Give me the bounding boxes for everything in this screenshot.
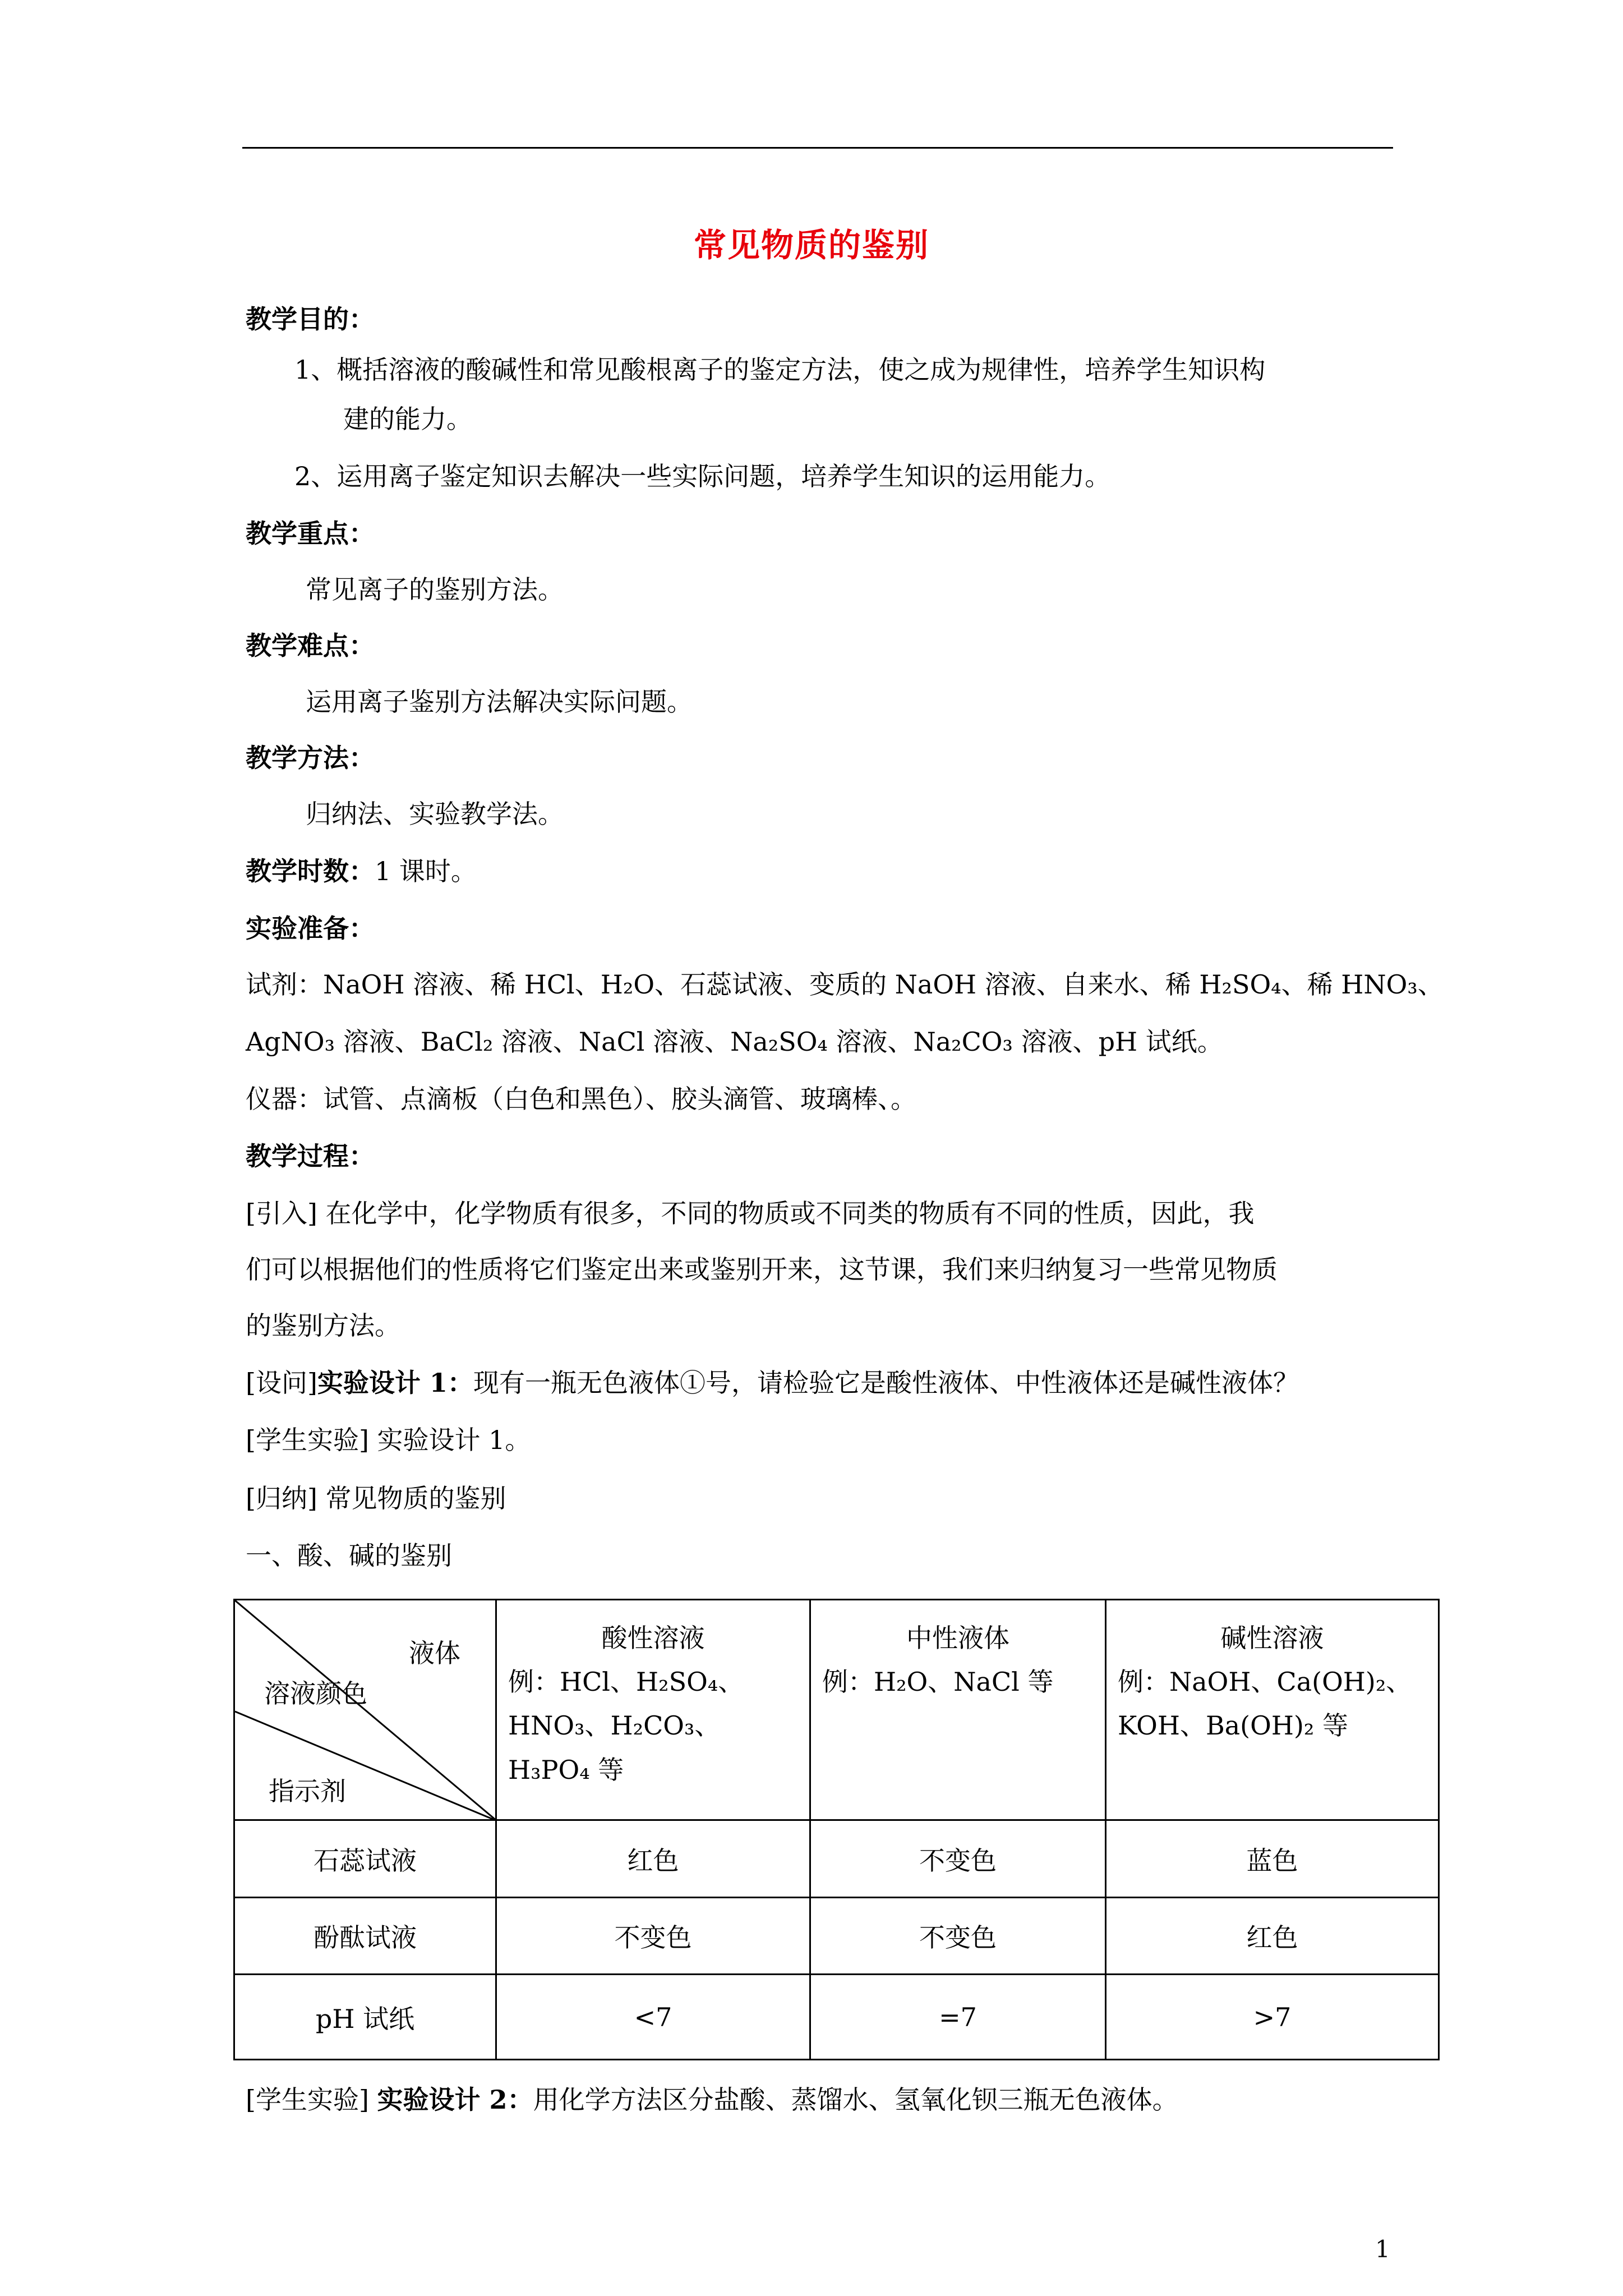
section-1-heading: 一、酸、碱的鉴别	[246, 1540, 452, 1571]
result-cell: 不变色	[810, 1898, 1106, 1975]
result-cell: >7	[1106, 1975, 1439, 2060]
document-title: 常见物质的鉴别	[693, 226, 929, 264]
result-cell: 红色	[1106, 1898, 1439, 1975]
intro-line1: [引入] 在化学中，化学物质有很多，不同的物质或不同类的物质有不同的性质，因此，我	[246, 1198, 1255, 1228]
question-1-text: 现有一瓶无色液体①号，请检验它是酸性液体、中性液体还是碱性液体？	[473, 1368, 1299, 1398]
result-cell: 蓝色	[1106, 1820, 1439, 1898]
question-1-prefix: [设问]	[246, 1368, 317, 1398]
header-basic-example: 例：NaOH、Ca(OH)₂、KOH、Ba(OH)₂ 等	[1118, 1667, 1412, 1741]
student-exp-2-line	[246, 2087, 1393, 2113]
hours-line	[246, 858, 1393, 884]
student-exp-2-label: 实验设计 2：	[377, 2085, 533, 2115]
method-heading: 教学方法：	[246, 743, 375, 773]
student-exp-2-prefix: [学生实验]	[246, 2085, 369, 2115]
corner-label-indicator: 指示剂	[269, 1776, 346, 1806]
header-acidic	[496, 1600, 810, 1820]
result-cell: 不变色	[810, 1820, 1106, 1898]
table-corner-cell	[234, 1600, 496, 1820]
result-cell: 不变色	[496, 1898, 810, 1975]
summary-line: [归纳] 常见物质的鉴别	[246, 1483, 506, 1513]
table-row	[234, 1975, 1439, 2060]
corner-label-color: 溶液颜色	[264, 1678, 367, 1709]
indicator-cell: pH 试纸	[234, 1975, 496, 2060]
question-1-label: 实验设计 1：	[317, 1368, 473, 1398]
prep-heading: 实验准备：	[246, 913, 375, 944]
hours-heading: 教学时数：	[246, 856, 375, 886]
student-exp-2-text: 用化学方法区分盐酸、蒸馏水、氢氧化钡三瓶无色液体。	[533, 2085, 1178, 2115]
header-neutral-name: 中性液体	[906, 1623, 1009, 1653]
objective-2: 2、运用离子鉴定知识去解决一些实际问题，培养学生知识的运用能力。	[294, 461, 1111, 491]
page-number: 1	[1375, 2235, 1390, 2263]
result-cell: <7	[496, 1975, 810, 2060]
objective-heading: 教学目的：	[246, 304, 375, 334]
header-neutral	[810, 1600, 1106, 1820]
reagents-line1: 试剂：NaOH 溶液、稀 HCl、H₂O、石蕊试液、变质的 NaOH 溶液、自来水、稀 H₂SO₄、稀 HNO₃、	[246, 969, 1444, 1000]
indicator-cell: 石蕊试液	[234, 1820, 496, 1898]
result-cell: =7	[810, 1975, 1106, 2060]
header-basic	[1106, 1600, 1439, 1820]
header-basic-name: 碱性溶液	[1220, 1623, 1324, 1653]
student-exp-1: [学生实验] 实验设计 1。	[246, 1425, 531, 1455]
process-heading: 教学过程：	[246, 1141, 375, 1171]
focus-text: 常见离子的鉴别方法。	[306, 574, 564, 605]
objective-1-line1: 1、概括溶液的酸碱性和常见酸根离子的鉴定方法，使之成为规律性，培养学生知识构	[294, 355, 1266, 385]
focus-heading: 教学重点：	[246, 518, 375, 549]
instruments-line: 仪器：试管、点滴板（白色和黑色）、胶头滴管、玻璃棒、。	[246, 1084, 916, 1114]
intro-line2: 们可以根据他们的性质将它们鉴定出来或鉴别开来，这节课，我们来归纳复习一些常见物质	[246, 1254, 1278, 1285]
difficulty-text: 运用离子鉴别方法解决实际问题。	[306, 687, 693, 717]
table-row	[234, 1820, 1439, 1898]
header-rule	[242, 147, 1393, 149]
reagents-line2: AgNO₃ 溶液、BaCl₂ 溶液、NaCl 溶液、Na₂SO₄ 溶液、Na₂CO₃ 溶液、pH 试纸。	[246, 1027, 1223, 1057]
header-acidic-example: 例：HCl、H₂SO₄、HNO₃、H₂CO₃、H₃PO₄ 等	[508, 1667, 744, 1785]
indicator-cell: 酚酞试液	[234, 1898, 496, 1975]
intro-line3: 的鉴别方法。	[246, 1310, 400, 1341]
difficulty-heading: 教学难点：	[246, 631, 375, 661]
question-1-line	[246, 1370, 1393, 1396]
objective-1-line2: 建的能力。	[343, 404, 472, 434]
hours-text: 1 课时。	[375, 856, 477, 886]
header-neutral-example: 例：H₂O、NaCl 等	[822, 1667, 1054, 1697]
result-cell: 红色	[496, 1820, 810, 1898]
table-row	[234, 1898, 1439, 1975]
header-acidic-name: 酸性溶液	[601, 1623, 705, 1653]
corner-label-liquid: 液体	[409, 1638, 460, 1668]
method-text: 归纳法、实验教学法。	[306, 799, 564, 829]
acid-base-table	[233, 1599, 1440, 2060]
